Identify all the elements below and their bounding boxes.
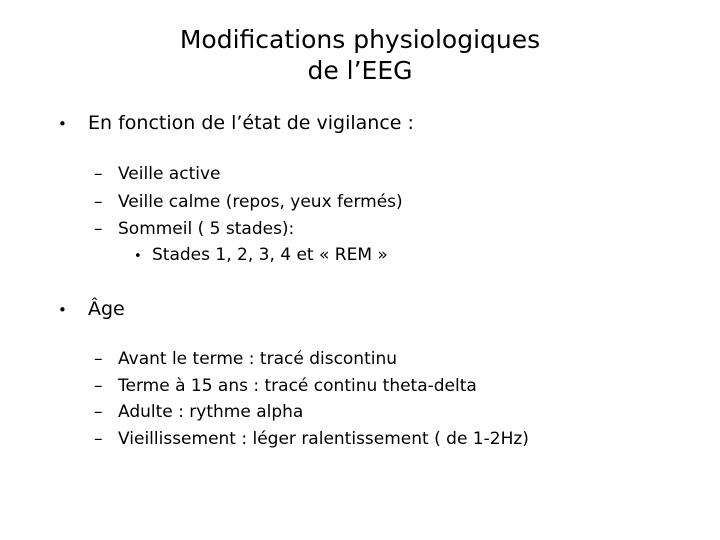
sub-sub-item-text: Stades 1, 2, 3, 4 et « REM » (152, 245, 388, 265)
bullet-dot: • (58, 115, 67, 133)
sub-item-text: Veille active (118, 164, 221, 184)
dash-marker: – (94, 402, 103, 422)
dash-marker: – (94, 429, 103, 449)
sub-item-vieillissement (94, 427, 529, 451)
bullet-dot: • (134, 249, 142, 264)
sub-item-text: Terme à 15 ans : tracé continu theta-delta (118, 376, 477, 396)
slide-title-line-2: de l’EEG (307, 56, 413, 85)
bullet-age (58, 297, 125, 322)
bullet-vigilance (58, 111, 414, 136)
bullet-dot: • (58, 301, 67, 319)
sub-item-text: Avant le terme : tracé discontinu (118, 349, 398, 369)
sub-item-text: Adulte : rythme alpha (118, 402, 304, 422)
sub-item-adulte (94, 400, 303, 424)
sub-item-avant-terme (94, 347, 397, 371)
dash-marker: – (94, 376, 103, 396)
sub-item-text: Vieillissement : léger ralentissement ( de 1-2Hz) (118, 429, 529, 449)
slide-title-line-1: Modifications physiologiques (179, 25, 541, 54)
dash-marker: – (94, 219, 103, 239)
sub-item-veille-calme (94, 190, 403, 214)
sub-sub-item-stades (134, 243, 388, 269)
dash-marker: – (94, 192, 103, 212)
sub-item-sommeil (94, 217, 294, 241)
dash-marker: – (94, 164, 103, 184)
bullet-text: Âge (88, 298, 125, 320)
dash-marker: – (94, 349, 103, 369)
sub-item-veille-active (94, 162, 220, 186)
sub-item-terme-15-ans (94, 374, 477, 398)
sub-item-text: Veille calme (repos, yeux fermés) (118, 192, 403, 212)
bullet-text: En fonction de l’état de vigilance : (88, 112, 414, 134)
slide-title (0, 24, 720, 86)
sub-item-text: Sommeil ( 5 stades): (118, 219, 295, 239)
